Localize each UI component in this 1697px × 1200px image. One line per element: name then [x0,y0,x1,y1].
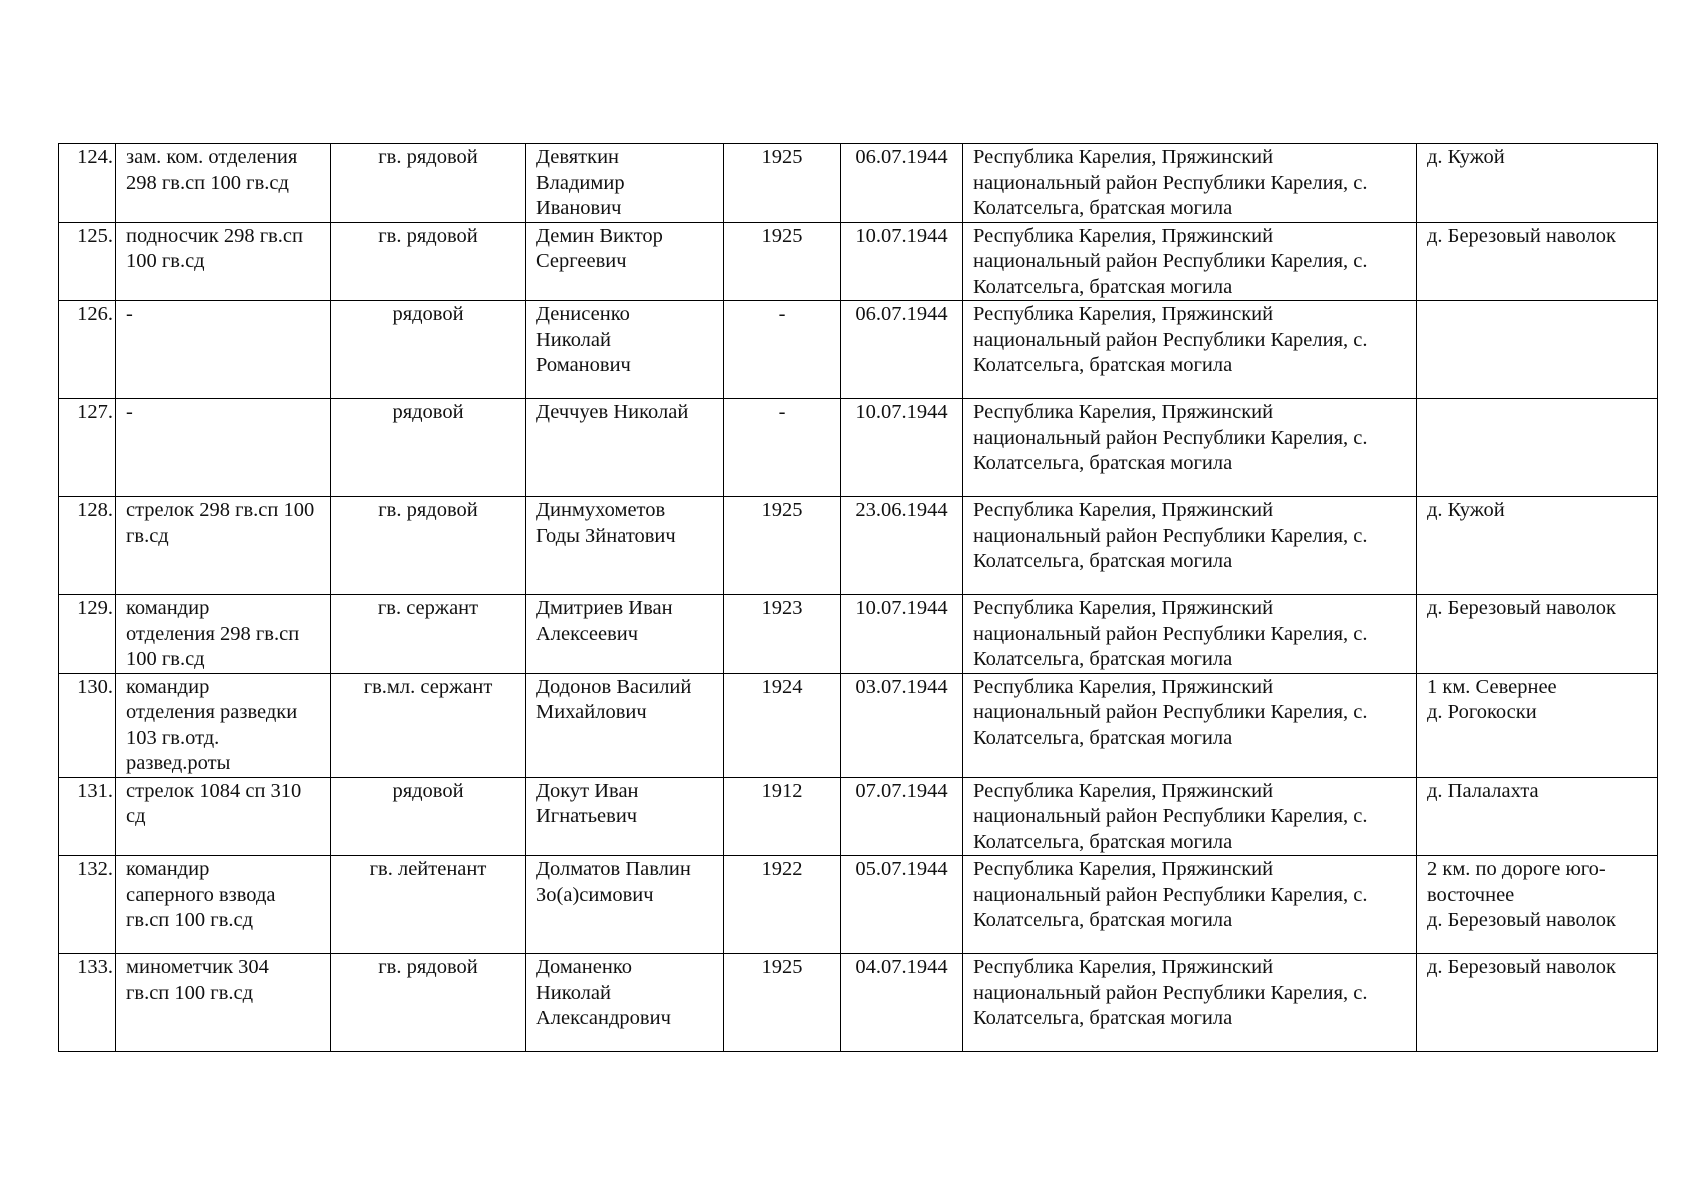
burial-location: Республика Карелия, Пряжинский национальный район Республики Карелия, с. Колатсельга, братская могила [963,777,1417,856]
death-date: 10.07.1944 [841,595,963,674]
row-number: 128. [59,497,116,595]
full-name: Денисенко Николай Романович [526,301,724,399]
table-row [59,777,1658,856]
unit-position: стрелок 298 гв.сп 100 гв.сд [116,497,331,595]
birth-year: 1925 [724,144,841,223]
death-date: 10.07.1944 [841,399,963,497]
death-date: 04.07.1944 [841,954,963,1052]
military-rank: рядовой [331,301,526,399]
full-name: Демин Виктор Сергеевич [526,222,724,301]
birth-year: 1922 [724,856,841,954]
place-of-death: д. Березовый наволок [1417,954,1658,1052]
military-rank: гв. рядовой [331,497,526,595]
military-rank: рядовой [331,399,526,497]
place-of-death: д. Березовый наволок [1417,222,1658,301]
place-of-death: 1 км. Севернее д. Рогокоски [1417,673,1658,777]
table-row [59,673,1658,777]
unit-position: зам. ком. отделения 298 гв.сп 100 гв.сд [116,144,331,223]
burial-record-table [58,143,1658,1052]
death-date: 07.07.1944 [841,777,963,856]
table-row [59,595,1658,674]
table-row [59,144,1658,223]
death-date: 06.07.1944 [841,144,963,223]
military-rank: гв.мл. сержант [331,673,526,777]
death-date: 06.07.1944 [841,301,963,399]
military-rank: гв. рядовой [331,954,526,1052]
full-name: Доманенко Николай Александрович [526,954,724,1052]
burial-location: Республика Карелия, Пряжинский национальный район Республики Карелия, с. Колатсельга, братская могила [963,856,1417,954]
place-of-death: д. Кужой [1417,144,1658,223]
birth-year: 1923 [724,595,841,674]
burial-location: Республика Карелия, Пряжинский национальный район Республики Карелия, с. Колатсельга, братская могила [963,301,1417,399]
birth-year: - [724,399,841,497]
full-name: Деччуев Николай [526,399,724,497]
row-number: 133. [59,954,116,1052]
full-name: Додонов Василий Михайлович [526,673,724,777]
burial-location: Республика Карелия, Пряжинский национальный район Республики Карелия, с. Колатсельга, братская могила [963,954,1417,1052]
place-of-death: 2 км. по дороге юго-восточнее д. Березовый наволок [1417,856,1658,954]
burial-location: Республика Карелия, Пряжинский национальный район Республики Карелия, с. Колатсельга, братская могила [963,673,1417,777]
row-number: 126. [59,301,116,399]
birth-year: 1925 [724,222,841,301]
full-name: Дмитриев Иван Алексеевич [526,595,724,674]
place-of-death: д. Палалахта [1417,777,1658,856]
table-row [59,399,1658,497]
birth-year: 1924 [724,673,841,777]
place-of-death [1417,301,1658,399]
military-rank: гв. рядовой [331,222,526,301]
table-row [59,497,1658,595]
birth-year: 1925 [724,497,841,595]
burial-location: Республика Карелия, Пряжинский национальный район Республики Карелия, с. Колатсельга, братская могила [963,399,1417,497]
row-number: 124. [59,144,116,223]
full-name: Динмухометов Годы Зйнатович [526,497,724,595]
unit-position: - [116,301,331,399]
place-of-death: д. Кужой [1417,497,1658,595]
unit-position: командир отделения 298 гв.сп 100 гв.сд [116,595,331,674]
birth-year: 1912 [724,777,841,856]
table-row [59,954,1658,1052]
unit-position: подносчик 298 гв.сп 100 гв.сд [116,222,331,301]
table-row [59,222,1658,301]
row-number: 129. [59,595,116,674]
death-date: 05.07.1944 [841,856,963,954]
unit-position: стрелок 1084 сп 310 сд [116,777,331,856]
military-rank: гв. рядовой [331,144,526,223]
unit-position: командир отделения разведки 103 гв.отд. развед.роты [116,673,331,777]
row-number: 125. [59,222,116,301]
row-number: 131. [59,777,116,856]
full-name: Докут Иван Игнатьевич [526,777,724,856]
row-number: 130. [59,673,116,777]
unit-position: минометчик 304 гв.сп 100 гв.сд [116,954,331,1052]
military-rank: рядовой [331,777,526,856]
table-row [59,301,1658,399]
burial-location: Республика Карелия, Пряжинский национальный район Республики Карелия, с. Колатсельга, братская могила [963,595,1417,674]
death-date: 23.06.1944 [841,497,963,595]
burial-location: Республика Карелия, Пряжинский национальный район Республики Карелия, с. Колатсельга, братская могила [963,222,1417,301]
unit-position: - [116,399,331,497]
place-of-death: д. Березовый наволок [1417,595,1658,674]
place-of-death [1417,399,1658,497]
military-rank: гв. лейтенант [331,856,526,954]
table-row [59,856,1658,954]
row-number: 132. [59,856,116,954]
row-number: 127. [59,399,116,497]
burial-location: Республика Карелия, Пряжинский национальный район Республики Карелия, с. Колатсельга, братская могила [963,497,1417,595]
full-name: Долматов Павлин Зо(а)симович [526,856,724,954]
death-date: 10.07.1944 [841,222,963,301]
birth-year: - [724,301,841,399]
birth-year: 1925 [724,954,841,1052]
military-rank: гв. сержант [331,595,526,674]
full-name: Девяткин Владимир Иванович [526,144,724,223]
unit-position: командир саперного взвода гв.сп 100 гв.сд [116,856,331,954]
burial-location: Республика Карелия, Пряжинский национальный район Республики Карелия, с. Колатсельга, братская могила [963,144,1417,223]
death-date: 03.07.1944 [841,673,963,777]
